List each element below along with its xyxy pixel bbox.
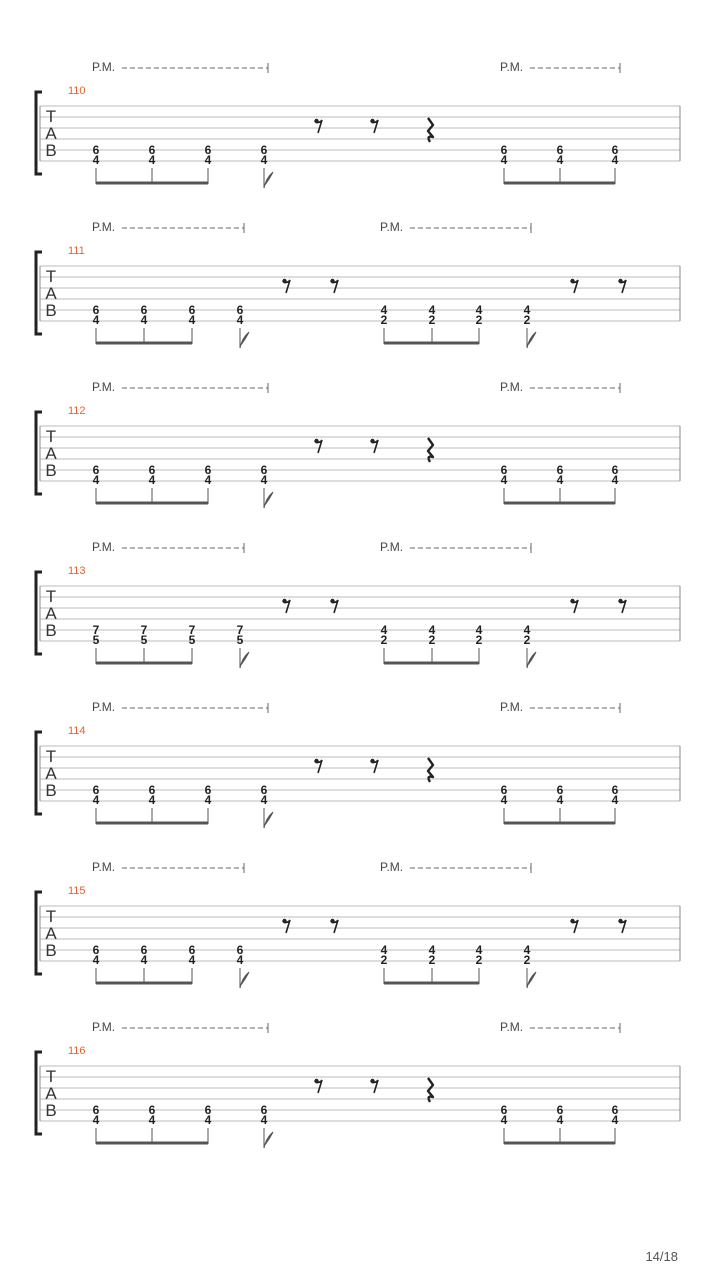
fret-number-bottom: 4: [148, 473, 156, 487]
eighth-flag: [240, 652, 249, 668]
fret-number-bottom: 4: [148, 153, 156, 167]
fret-number-top: 4: [523, 303, 531, 317]
fret-number-top: 4: [475, 303, 483, 317]
eighth-rest-stem: [620, 600, 626, 613]
tab-system: [36, 700, 680, 828]
tab-clef-letter: T: [45, 107, 57, 126]
tab-clef-letter: A: [45, 1084, 57, 1103]
fret-number-bottom: 4: [500, 793, 508, 807]
eighth-rest-stem: [316, 120, 322, 133]
fret-number-bottom: 2: [428, 313, 436, 327]
palm-mute-label: P.M.: [92, 220, 116, 234]
fret-number-top: 6: [611, 1103, 619, 1117]
eighth-flag: [240, 332, 249, 348]
eighth-rest-stem: [332, 280, 338, 293]
tab-clef-letter: A: [45, 924, 57, 943]
fret-number-bottom: 5: [92, 633, 100, 647]
eighth-flag: [527, 972, 536, 988]
eighth-rest-stem: [372, 1080, 378, 1093]
system-bracket: [36, 892, 42, 974]
fret-number-top: 4: [475, 943, 483, 957]
system-bracket: [36, 1052, 42, 1134]
fret-number-top: 6: [140, 943, 148, 957]
fret-number-top: 4: [428, 303, 436, 317]
fret-number-top: 6: [148, 463, 156, 477]
fret-number-top: 6: [500, 143, 508, 157]
tab-clef-letter: A: [45, 444, 57, 463]
tab-clef-letter: T: [45, 747, 57, 766]
palm-mute-label: P.M.: [500, 380, 524, 394]
tab-clef-letter: A: [45, 124, 57, 143]
tab-clef-letter: B: [45, 461, 57, 480]
measure-number: 116: [68, 1045, 86, 1057]
eighth-rest-stem: [332, 920, 338, 933]
fret-number-top: 7: [140, 623, 148, 637]
fret-number-top: 4: [428, 623, 436, 637]
fret-number-bottom: 2: [523, 633, 531, 647]
fret-number-bottom: 4: [204, 1113, 212, 1127]
fret-number-bottom: 4: [611, 153, 619, 167]
fret-number-bottom: 4: [140, 953, 148, 967]
eighth-rest-stem: [372, 760, 378, 773]
palm-mute-label: P.M.: [92, 380, 116, 394]
fret-number-bottom: 2: [475, 953, 483, 967]
tab-system: [36, 220, 680, 348]
fret-number-bottom: 4: [236, 313, 244, 327]
fret-number-top: 6: [500, 1103, 508, 1117]
palm-mute-label: P.M.: [92, 540, 116, 554]
measure-number: 115: [68, 885, 86, 897]
quarter-rest: [428, 438, 433, 462]
fret-number-bottom: 4: [204, 153, 212, 167]
tab-clef-letter: B: [45, 1101, 57, 1120]
fret-number-bottom: 4: [260, 153, 268, 167]
tab-clef-letter: B: [45, 301, 57, 320]
fret-number-bottom: 2: [475, 633, 483, 647]
fret-number-top: 4: [523, 623, 531, 637]
fret-number-bottom: 4: [260, 793, 268, 807]
fret-number-bottom: 4: [556, 1113, 564, 1127]
eighth-rest-stem: [284, 280, 290, 293]
fret-number-top: 7: [188, 623, 196, 637]
fret-number-top: 4: [380, 303, 388, 317]
tab-clef-letter: A: [45, 284, 57, 303]
tab-clef-letter: T: [45, 1067, 57, 1086]
fret-number-top: 6: [148, 783, 156, 797]
system-bracket: [36, 572, 42, 654]
eighth-rest-stem: [284, 920, 290, 933]
eighth-rest-stem: [620, 280, 626, 293]
fret-number-bottom: 5: [236, 633, 244, 647]
measure-number: 110: [68, 85, 86, 97]
fret-number-bottom: 4: [148, 793, 156, 807]
fret-number-top: 6: [236, 303, 244, 317]
fret-number-bottom: 4: [92, 953, 100, 967]
eighth-rest-stem: [372, 440, 378, 453]
fret-number-bottom: 4: [188, 313, 196, 327]
eighth-flag: [527, 332, 536, 348]
palm-mute-label: P.M.: [380, 540, 404, 554]
fret-number-bottom: 4: [92, 313, 100, 327]
fret-number-top: 6: [188, 943, 196, 957]
quarter-rest: [428, 758, 433, 782]
fret-number-top: 6: [500, 783, 508, 797]
fret-number-bottom: 2: [380, 953, 388, 967]
eighth-flag: [240, 972, 249, 988]
fret-number-top: 6: [556, 783, 564, 797]
fret-number-bottom: 5: [188, 633, 196, 647]
fret-number-bottom: 2: [428, 633, 436, 647]
measure-number: 112: [68, 405, 86, 417]
fret-number-bottom: 2: [428, 953, 436, 967]
eighth-rest-stem: [316, 440, 322, 453]
fret-number-top: 6: [140, 303, 148, 317]
measure-number: 113: [68, 565, 86, 577]
fret-number-top: 6: [204, 143, 212, 157]
fret-number-bottom: 4: [500, 1113, 508, 1127]
eighth-rest-stem: [284, 600, 290, 613]
tab-clef-letter: B: [45, 621, 57, 640]
fret-number-top: 4: [475, 623, 483, 637]
fret-number-top: 6: [92, 943, 100, 957]
tab-clef-letter: T: [45, 427, 57, 446]
fret-number-bottom: 2: [380, 633, 388, 647]
fret-number-bottom: 4: [611, 793, 619, 807]
quarter-rest: [428, 1078, 433, 1102]
tab-system: [36, 1020, 680, 1148]
palm-mute-label: P.M.: [500, 60, 524, 74]
tab-system: [36, 540, 680, 668]
fret-number-bottom: 2: [523, 953, 531, 967]
tab-clef-letter: B: [45, 141, 57, 160]
fret-number-top: 7: [236, 623, 244, 637]
page-number: 14/18: [645, 1249, 678, 1264]
eighth-rest-stem: [620, 920, 626, 933]
tab-clef-letter: T: [45, 587, 57, 606]
palm-mute-label: P.M.: [380, 220, 404, 234]
fret-number-bottom: 4: [611, 473, 619, 487]
fret-number-top: 6: [260, 783, 268, 797]
fret-number-top: 6: [611, 783, 619, 797]
fret-number-top: 6: [556, 143, 564, 157]
fret-number-bottom: 4: [556, 793, 564, 807]
system-bracket: [36, 732, 42, 814]
fret-number-top: 6: [92, 143, 100, 157]
fret-number-bottom: 2: [380, 313, 388, 327]
palm-mute-label: P.M.: [92, 700, 116, 714]
fret-number-top: 6: [260, 463, 268, 477]
fret-number-bottom: 4: [260, 1113, 268, 1127]
fret-number-top: 6: [204, 1103, 212, 1117]
fret-number-top: 6: [260, 1103, 268, 1117]
fret-number-top: 7: [92, 623, 100, 637]
fret-number-bottom: 4: [92, 153, 100, 167]
fret-number-top: 6: [260, 143, 268, 157]
fret-number-bottom: 4: [556, 473, 564, 487]
fret-number-top: 6: [188, 303, 196, 317]
eighth-rest-stem: [572, 920, 578, 933]
eighth-flag: [264, 812, 273, 828]
palm-mute-label: P.M.: [92, 1020, 116, 1034]
fret-number-top: 6: [92, 303, 100, 317]
fret-number-bottom: 2: [523, 313, 531, 327]
fret-number-bottom: 4: [611, 1113, 619, 1127]
system-bracket: [36, 412, 42, 494]
fret-number-top: 6: [148, 1103, 156, 1117]
fret-number-top: 4: [380, 943, 388, 957]
eighth-flag: [264, 1132, 273, 1148]
palm-mute-label: P.M.: [380, 860, 404, 874]
fret-number-top: 6: [204, 463, 212, 477]
fret-number-bottom: 4: [140, 313, 148, 327]
fret-number-bottom: 5: [140, 633, 148, 647]
tab-system: [36, 380, 680, 508]
fret-number-bottom: 4: [148, 1113, 156, 1127]
tab-system: [36, 860, 680, 988]
fret-number-bottom: 4: [92, 793, 100, 807]
fret-number-top: 6: [92, 463, 100, 477]
eighth-rest-stem: [572, 600, 578, 613]
tab-clef-letter: B: [45, 941, 57, 960]
fret-number-top: 4: [428, 943, 436, 957]
fret-number-bottom: 4: [260, 473, 268, 487]
fret-number-top: 6: [92, 1103, 100, 1117]
fret-number-top: 6: [92, 783, 100, 797]
fret-number-bottom: 4: [188, 953, 196, 967]
eighth-rest-stem: [332, 600, 338, 613]
palm-mute-label: P.M.: [500, 700, 524, 714]
fret-number-top: 6: [611, 463, 619, 477]
eighth-rest-stem: [572, 280, 578, 293]
eighth-flag: [264, 172, 273, 188]
fret-number-bottom: 4: [236, 953, 244, 967]
fret-number-top: 6: [236, 943, 244, 957]
fret-number-top: 6: [148, 143, 156, 157]
eighth-flag: [264, 492, 273, 508]
eighth-rest-stem: [372, 120, 378, 133]
tab-clef-letter: A: [45, 604, 57, 623]
tab-clef-letter: T: [45, 907, 57, 926]
fret-number-top: 4: [380, 623, 388, 637]
quarter-rest: [428, 118, 433, 142]
eighth-flag: [527, 652, 536, 668]
fret-number-bottom: 4: [556, 153, 564, 167]
fret-number-bottom: 4: [204, 473, 212, 487]
tab-clef-letter: A: [45, 764, 57, 783]
tab-system: [36, 60, 680, 188]
palm-mute-label: P.M.: [92, 60, 116, 74]
measure-number: 111: [68, 245, 85, 257]
measure-number: 114: [68, 725, 86, 737]
eighth-rest-stem: [316, 1080, 322, 1093]
fret-number-top: 6: [556, 463, 564, 477]
fret-number-top: 6: [500, 463, 508, 477]
fret-number-top: 4: [523, 943, 531, 957]
palm-mute-label: P.M.: [92, 860, 116, 874]
tab-clef-letter: T: [45, 267, 57, 286]
palm-mute-label: P.M.: [500, 1020, 524, 1034]
fret-number-top: 6: [556, 1103, 564, 1117]
fret-number-bottom: 4: [500, 473, 508, 487]
fret-number-bottom: 4: [500, 153, 508, 167]
fret-number-bottom: 4: [204, 793, 212, 807]
system-bracket: [36, 252, 42, 334]
fret-number-bottom: 2: [475, 313, 483, 327]
fret-number-top: 6: [204, 783, 212, 797]
eighth-rest-stem: [316, 760, 322, 773]
fret-number-bottom: 4: [92, 473, 100, 487]
system-bracket: [36, 92, 42, 174]
fret-number-bottom: 4: [92, 1113, 100, 1127]
fret-number-top: 6: [611, 143, 619, 157]
tab-clef-letter: B: [45, 781, 57, 800]
